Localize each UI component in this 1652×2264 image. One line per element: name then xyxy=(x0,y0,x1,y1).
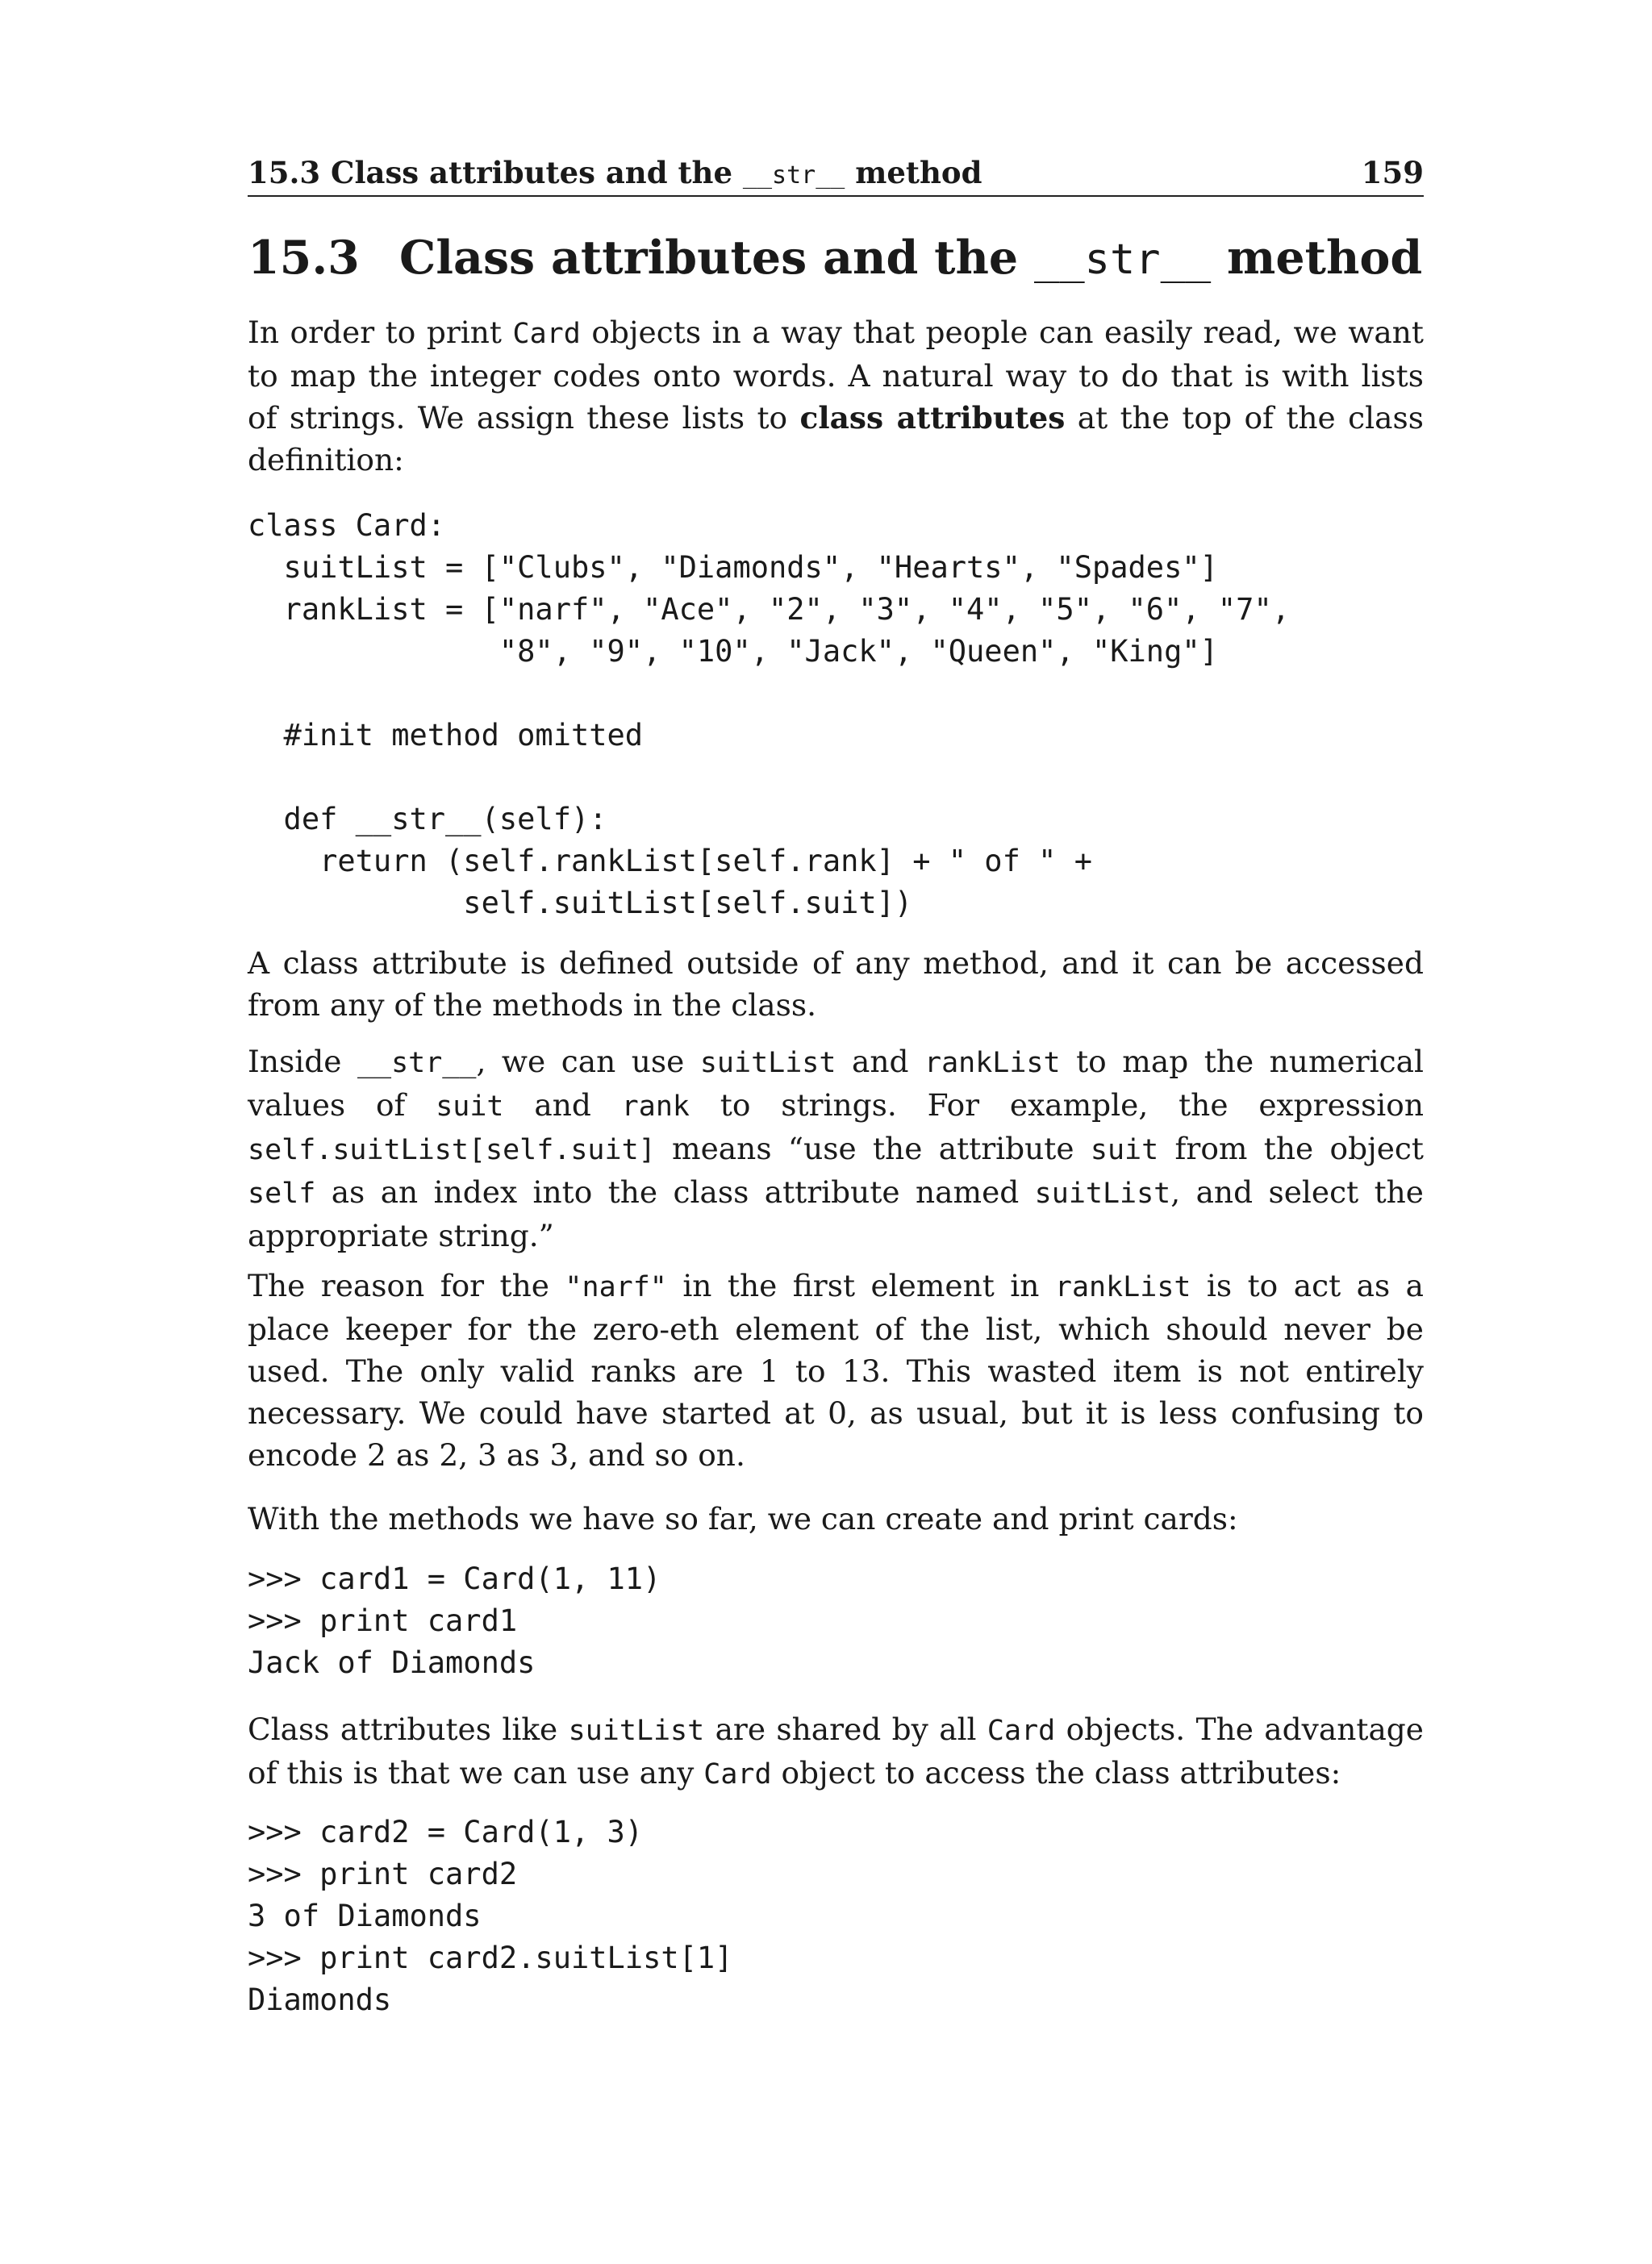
running-head-title-text: 15.3 Class attributes and the xyxy=(248,155,743,190)
text-run: With the methods we have so far, we can create and print cards: xyxy=(248,1501,1238,1536)
section-title-code: __str__ xyxy=(1034,236,1212,284)
text-run: and xyxy=(836,1044,924,1079)
text-run: Inside xyxy=(248,1044,357,1079)
text-run: In order to print xyxy=(248,315,513,350)
inline-code: suitList xyxy=(1034,1178,1171,1210)
text-run: is to act as a place keeper for the zero-eth element of the list, which should never be used. The only valid ranks are 1 to 13. This wasted item is not entirely necessary. We could have started at 0, as usual, but it is less confusing to encode 2 as 2, 3 as 3, and so on. xyxy=(248,1268,1425,1473)
code-block-card1: >>> card1 = Card(1, 11) >>> print card1 Jack of Diamonds xyxy=(248,1561,661,1680)
code-block-card-class: class Card: suitList = ["Clubs", "Diamonds", "Hearts", "Spades"] rankList = ["narf", "Ace", "2", "3", "4", "5", "6", "7", "8", "9", "10", "Jack", "Queen", "King"] #init method omitted def __str__(self): return (self.rankList[self.rank] + " of " + self.suitList[self.suit]) xyxy=(248,508,1291,920)
running-head-title-suffix: method xyxy=(845,155,982,190)
text-run: , we can use xyxy=(476,1044,700,1079)
section-title-text: Class attributes and the xyxy=(399,231,1035,285)
inline-code: Card xyxy=(987,1715,1056,1747)
bold-term: class attributes xyxy=(799,400,1066,436)
inline-code: rank xyxy=(621,1090,690,1123)
inline-code: suitList xyxy=(568,1715,705,1747)
paragraph-str-explanation xyxy=(248,1040,1424,1257)
inline-code: Card xyxy=(512,318,581,350)
inline-code: __str__ xyxy=(357,1047,477,1079)
inline-code: suit xyxy=(1090,1134,1159,1166)
section-title-suffix: method xyxy=(1211,231,1423,285)
text-run: are shared by all xyxy=(704,1712,987,1747)
text-run: from the object xyxy=(1158,1131,1424,1166)
code-block-card2: >>> card2 = Card(1, 3) >>> print card2 3 of Diamonds >>> print card2.suitList[1] Diamonds xyxy=(248,1815,733,2017)
text-run: , and select the appropriate string.” xyxy=(248,1174,1424,1253)
text-run: means “use the attribute xyxy=(655,1131,1091,1166)
running-head-title-code: __str__ xyxy=(742,161,845,190)
inline-code: rankList xyxy=(1054,1271,1191,1303)
book-page xyxy=(248,0,1424,2264)
text-run: objects in a way that people can easily read, we want to map the integer codes onto words. A natural way to do that is with lists of strings. We assign these lists to xyxy=(248,315,1424,436)
page-number: 159 xyxy=(1361,155,1424,190)
inline-code: suitList xyxy=(699,1047,836,1079)
section-number: 15.3 xyxy=(248,231,360,285)
inline-code: "narf" xyxy=(565,1271,667,1303)
text-run: as an index into the class attribute named xyxy=(315,1174,1035,1210)
paragraph-intro xyxy=(248,311,1424,481)
text-run: to map the numerical values of xyxy=(248,1044,1424,1123)
text-run: object to access the class attributes: xyxy=(771,1755,1341,1791)
inline-code: self xyxy=(248,1178,316,1210)
paragraph-shared-attributes xyxy=(248,1708,1424,1795)
inline-code: suit xyxy=(436,1090,504,1123)
text-run: objects. The advantage of this is that we can use any xyxy=(248,1712,1424,1791)
paragraph-narf xyxy=(248,1265,1424,1476)
text-run: The reason for the xyxy=(248,1268,565,1303)
text-run: Class attributes like xyxy=(248,1712,569,1747)
section-heading xyxy=(248,224,1424,294)
inline-code: Card xyxy=(703,1758,772,1791)
running-head-title xyxy=(248,150,982,198)
text-run: to strings. For example, the expression xyxy=(689,1087,1425,1123)
text-run: in the first element in xyxy=(666,1268,1055,1303)
running-head xyxy=(248,150,1424,197)
paragraph-class-attribute xyxy=(248,942,1424,1026)
inline-code: self.suitList[self.suit] xyxy=(248,1134,656,1166)
text-run: and xyxy=(503,1087,622,1123)
text-run: at the top of the class definition: xyxy=(248,400,1424,477)
paragraph-methods-so-far xyxy=(248,1498,1424,1540)
text-run: A class attribute is defined outside of any method, and it can be accessed from any of the methods in the class. xyxy=(248,945,1424,1023)
inline-code: rankList xyxy=(924,1047,1061,1079)
